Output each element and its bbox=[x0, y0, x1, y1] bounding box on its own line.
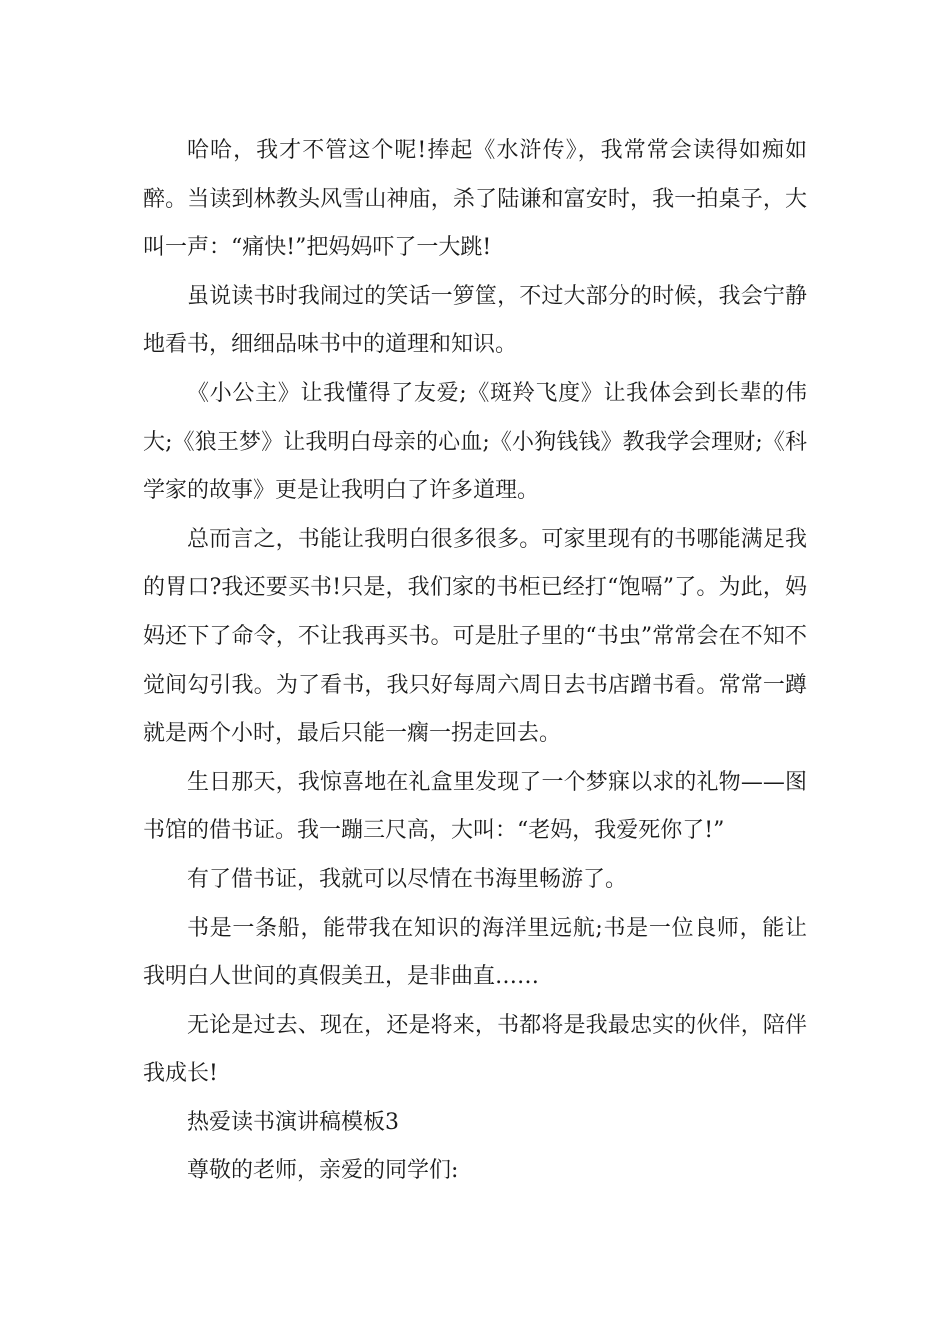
paragraph: 哈哈，我才不管这个呢!捧起《水浒传》，我常常会读得如痴如醉。当读到林教头风雪山神庙，杀了陆谦和富安时，我一拍桌子，大叫一声：“痛快!”把妈妈吓了一大跳! bbox=[143, 138, 807, 261]
paragraph: 生日那天，我惊喜地在礼盒里发现了一个梦寐以求的礼物——图书馆的借书证。我一蹦三尺高，大叫：“老妈，我爱死你了!” bbox=[143, 769, 807, 844]
paragraph: 《小公主》让我懂得了友爱;《斑羚飞度》让我体会到长辈的伟大;《狼王梦》让我明白母亲的心血;《小狗钱钱》教我学会理财;《科学家的故事》更是让我明白了许多道理。 bbox=[143, 380, 807, 504]
section-heading: 热爱读书演讲稿模板3 bbox=[187, 1109, 399, 1135]
paragraph: 虽说读书时我闹过的笑话一箩筐，不过大部分的时候，我会宁静地看书，细细品味书中的道理和知识。 bbox=[143, 283, 807, 358]
paragraph: 总而言之，书能让我明白很多很多。可家里现有的书哪能满足我的胃口?我还要买书!只是，我们家的书柜已经打“饱嗝”了。为此，妈妈还下了命令，不让我再买书。可是肚子里的“书虫”常常会在不知不觉间勾引我。为了看书，我只好每周六周日去书店蹭书看。常常一蹲就是两个小时，最后只能一瘸一拐走回去。 bbox=[143, 526, 807, 747]
paragraph: 有了借书证，我就可以尽情在书海里畅游了。 bbox=[187, 866, 628, 892]
paragraph: 无论是过去、现在，还是将来，书都将是我最忠实的伙伴，陪伴我成长! bbox=[143, 1012, 807, 1087]
salutation: 尊敬的老师，亲爱的同学们: bbox=[187, 1158, 459, 1184]
document-body bbox=[143, 127, 807, 1196]
paragraph: 书是一条船，能带我在知识的海洋里远航;书是一位良师，能让我明白人世间的真假美丑，是非曲直…… bbox=[143, 915, 807, 990]
